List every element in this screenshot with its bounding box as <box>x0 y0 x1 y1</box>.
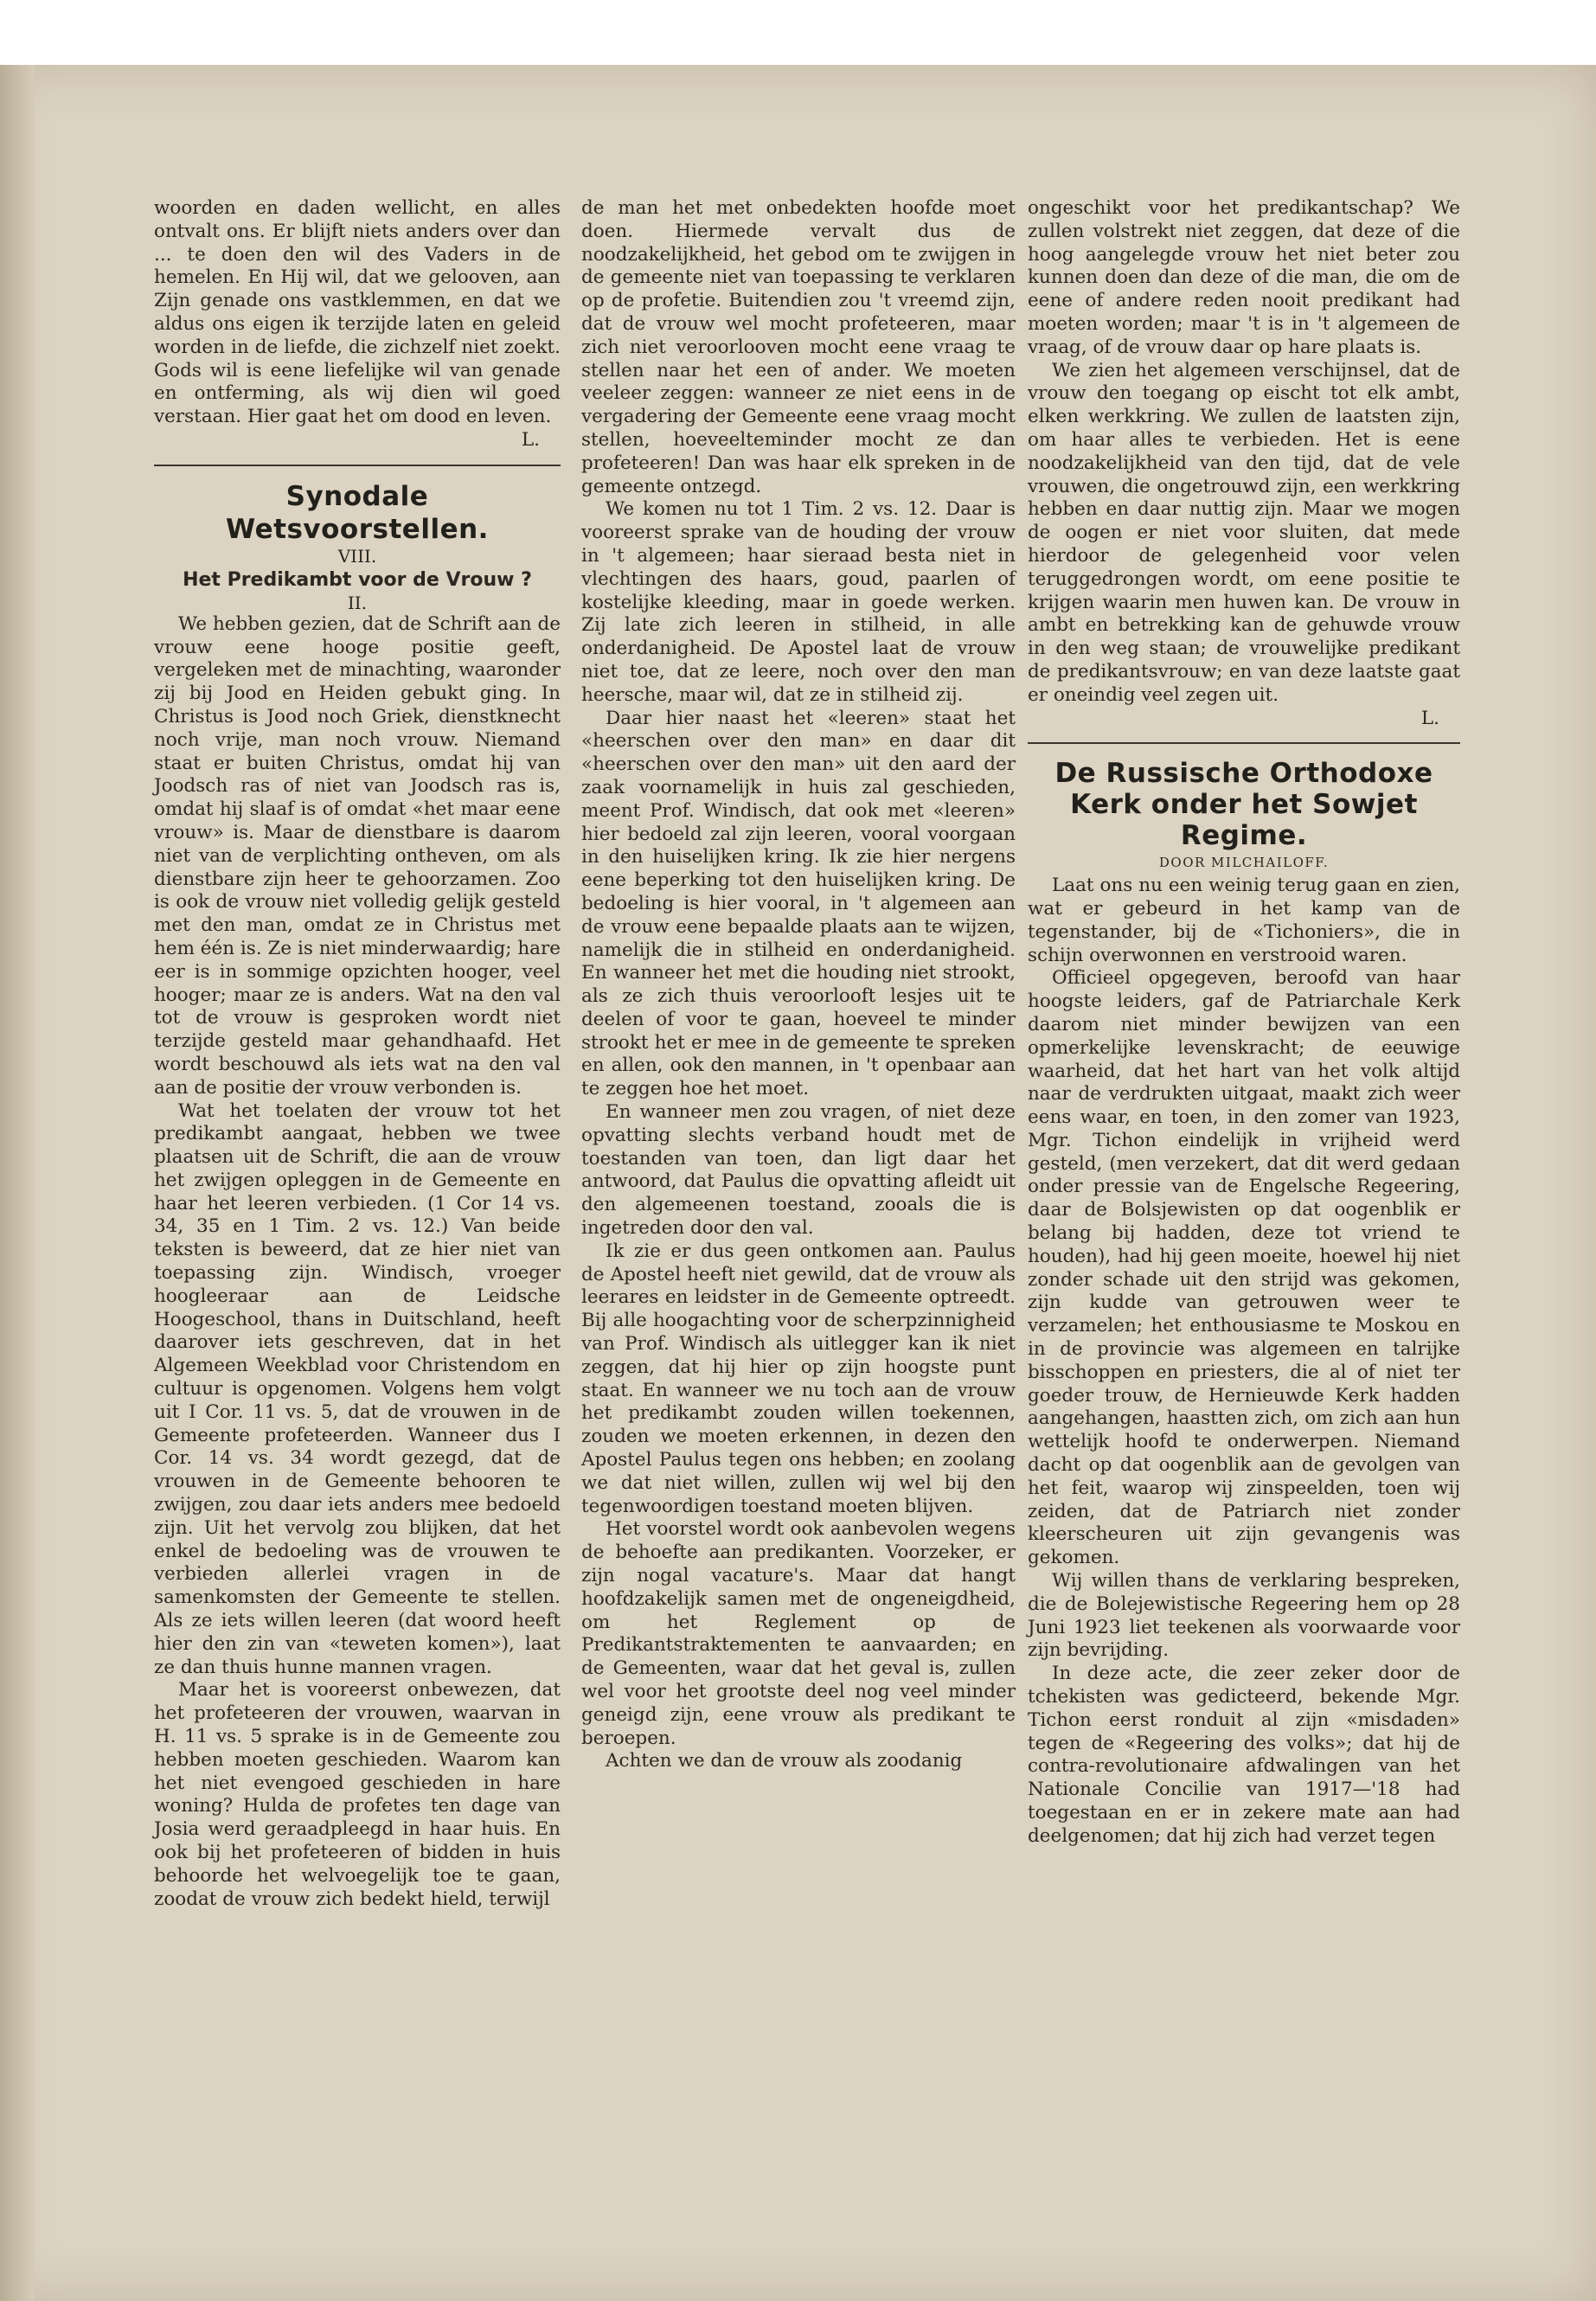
col2-paragraph-7: Achten we dan de vrouw als zoodanig <box>606 1750 963 1772</box>
scan-border <box>0 0 1596 65</box>
col1-paragraph-2: We hebben gezien, dat de Schrift aan de vrouw eene hooge positie geeft, vergeleken met de minachting, waaronder zij bij Jood en Heiden gebukt ging. In Christus is Jood noch Griek, dienstknecht noch vrije, man noch vrouw. Niemand staat er buiten Christus, omdat hij van Joodsch ras of niet van Joodsch ras is, omdat hij slaaf is of omdat «het maar eene vrouw» is. Maar de dienstbare is daarom niet van de verplichting ontheven, om als dienstbare zijn heer te gehoorzamen. Zoo is ook de vrouw niet volledig gelijk gesteld met den man, omdat ze in Christus met hem één is. Ze is niet minderwaardig; hare eer is in sommige opzichten hooger, veel hooger; maar ze is anders. Wat na den val tot de vrouw is gesproken wordt niet terzijde gesteld maar gehandhaafd. Het wordt beschouwd als iets wat na den val aan de positie der vrouw verbonden is. <box>154 612 561 1099</box>
section-divider <box>154 465 561 466</box>
col3-paragraph-5: Wij willen thans de verklaring bespreken, die de Bolejewistische Regeering hem op 28 Juni 1923 liet teekenen als voorwaarde voor zijn bevrijding. <box>1028 1570 1460 1662</box>
col1-paragraph-4: Maar het is vooreerst onbewezen, dat het profeteeren der vrouwen, waarvan in H. 11 vs. 5 sprake is in de Gemeente zou hebben moeten geschieden. Waarom kan het niet evengoed geschieden in hare woning? Hulda de profetes ten dage van Josia werd geraadpleegd in haar huis. En ook bij het profeteeren of bidden in huis behoorde het welvoegelijk toe te gaan, zoodat de vrouw zich bedekt hield, terwijl <box>154 1679 561 1910</box>
col2-paragraph-6: Het voorstel wordt ook aanbevolen wegens de behoefte aan predikanten. Voorzeker, er zijn nogal vacature's. Maar dat hangt hoofdzakelijk samen met de ongeneigdheid, om het Reglement op de Predikantstraktementen te aanvaarden; en de Gemeenten, waar dat het geval is, zullen wel voor het grootste deel nog veel minder geneigd zijn, eene vrouw als predikant te beroepen. <box>581 1518 1016 1749</box>
section-number: VIII. <box>337 545 377 567</box>
article-subtitle: Het Predikambt voor de Vrouw ? <box>183 568 532 591</box>
column-1 <box>154 197 561 1911</box>
binding-edge <box>0 65 35 2301</box>
col2-paragraph-2: We komen nu tot 1 Tim. 2 vs. 12. Daar is vooreerst sprake van de houding der vrouw in 't algemeen; haar sieraad besta niet in vlechtingen des haars, goud, paarlen of kostelijke kleeding, maar in goede werken. Zij late zich leeren in stilheid, in alle onderdanigheid. De Apostel laat de vrouw niet toe, dat ze leere, noch over den man heersche, maar wil, dat ze in stilheid zij. <box>581 498 1016 706</box>
section-title-synodale: Synodale Wetsvoorstellen. <box>226 480 489 545</box>
col2-paragraph-4: En wanneer men zou vragen, of niet deze opvatting slechts verband houdt met de toestanden van toen, dan ligt daar het antwoord, dat Paulus die opvatting afleidt uit den algemeenen toestand, zooals die is ingetreden door den val. <box>581 1101 1016 1240</box>
col2-paragraph-3: Daar hier naast het «leeren» staat het «heerschen over den man» en daar dit «heerschen over den man» uit den aard der zaak voornamelijk in huis zal geschieden, meent Prof. Windisch, dat ook met «leeren» hier bedoeld zal zijn leeren, vooral voorgaan in den huiselijken kring. Ik zie hier nergens eene beperking tot den huiselijken kring. De bedoeling is hier vooral, in 't algemeen aan de vrouw eene bepaalde plaats aan te wijzen, namelijk die in stilheid en onderdanigheid. En wanneer het met die houding niet strookt, als ze zich thuis veroorlooft lesjes uit te deelen of voor te gaan, hoeveel te minder strookt het er mee in de gemeente te spreken en allen, ook den mannen, in 't openbaar aan te zeggen hoe het moet. <box>581 707 1016 1100</box>
col3-paragraph-3: Laat ons nu een weinig terug gaan en zien, wat er gebeurd in het kamp van de tegenstander, bij de «Tichoniers», die in schijn overwonnen en verstrooid waren. <box>1028 875 1460 966</box>
col1-paragraph-1: woorden en daden wellicht, en alles ontvalt ons. Er blijft niets anders over dan ... te doen den wil des Vaders in de hemelen. En Hij wil, dat we gelooven, aan Zijn genade ons vastklemmen, en dat we aldus ons eigen ik terzijde laten en geleid worden in de liefde, die zichzelf niet zoekt. Gods wil is eene liefelijke wil van genade en ontferming, als wij dien wil goed verstaan. Hier gaat het om dood en leven. <box>154 197 561 428</box>
part-number: II. <box>347 592 368 613</box>
col1-signature: L. <box>521 428 540 451</box>
section-title-russische-kerk: De Russische Orthodoxe Kerk onder het Sowjet Regime. <box>1054 758 1433 852</box>
col2-paragraph-5: Ik zie er dus geen ontkomen aan. Paulus de Apostel heeft niet gewild, dat de vrouw als leerares en leidster in de Gemeente optreedt. Bij alle hoogachting voor de scherpzinnigheid van Prof. Windisch als uitlegger kan ik niet zeggen, dat hij hier op zijn hoogste punt staat. En wanneer we nu toch aan de vrouw het predikambt zouden willen toekennen, zouden we moeten erkennen, in dezen den Apostel Paulus tegen ons hebben; en zoolang we dat niet willen, zullen wij wel bij den tegenwoordigen toestand moeten blijven. <box>581 1240 1016 1517</box>
col3-paragraph-2: We zien het algemeen verschijnsel, dat de vrouw den toegang op eischt tot elk ambt, elken werkkring. We zullen de laatsten zijn, om haar alles te verbieden. Het is eene noodzakelijkheid van den tijd, dat de vele vrouwen, die ongetrouwd zijn, een werkkring hebben en daar nuttig zijn. Maar we mogen de oogen er niet voor sluiten, dat mede hierdoor de gelegenheid voor velen teruggedrongen wordt, om eene positie te krijgen waarin men huwen kan. De vrouw in ambt en betrekking kan de gehuwde vrouw in den weg staan; de vrouwelijke predikant de predikantsvrouw; en van deze laatste gaat er oneindig veel zegen uit. <box>1028 359 1460 706</box>
section-divider-2 <box>1028 742 1460 744</box>
col3-paragraph-6: In deze acte, die zeer zeker door de tchekisten was gedicteerd, bekende Mgr. Tichon eerst ronduit al zijn «misdaden» tegen de «Regeering des volks»; dat hij de contra-revolutionaire afdwalingen van het Nationale Concilie van 1917—'18 had toegestaan en er in zekere mate aan had deelgenomen; dat hij zich had verzet tegen <box>1028 1663 1460 1847</box>
col3-signature: L. <box>1420 707 1439 729</box>
column-2 <box>581 197 1016 1773</box>
col3-paragraph-1: ongeschikt voor het predikantschap? We zullen volstrekt niet zeggen, dat deze of die hoog aangelegde vrouw het niet beter zou kunnen doen dan deze of die man, die om de eene of andere reden nooit predikant had moeten worden; maar 't is in 't algemeen de vraag, of de vrouw daar op hare plaats is. <box>1028 197 1460 358</box>
col2-paragraph-1: de man het met onbedekten hoofde moet doen. Hiermede vervalt dus de noodzakelijkheid, het gebod om te zwijgen in de gemeente niet van toepassing te verklaren op de profetie. Buitendien zou 't vreemd zijn, dat de vrouw wel mocht profeteeren, maar zich niet veroorlooven mocht eene vraag te stellen naar het een of ander. We moeten veeleer zeggen: wanneer ze niet eens in de vergadering der Gemeente eene vraag mocht stellen, hoeveelteminder mocht ze dan profeteeren! Dan was haar elk spreken in de gemeente ontzegd. <box>581 197 1016 497</box>
byline: DOOR MILCHAILOFF. <box>1158 855 1330 871</box>
column-3 <box>1028 197 1460 1849</box>
col1-paragraph-3: Wat het toelaten der vrouw tot het predikambt aangaat, hebben we twee plaatsen uit de Schrift, die aan de vrouw het zwijgen opleggen in de Gemeente en haar het leeren verbieden. (1 Cor 14 vs. 34, 35 en 1 Tim. 2 vs. 12.) Van beide teksten is beweerd, dat ze hier niet van toepassing zijn. Windisch, vroeger hoogleeraar aan de Leidsche Hoogeschool, thans in Duitschland, heeft daarover iets geschreven, dat in het Algemeen Weekblad voor Christendom en cultuur is opgenomen. Volgens hem volgt uit I Cor. 11 vs. 5, dat de vrouwen in de Gemeente profeteerden. Wanneer dus I Cor. 14 vs. 34 wordt gezegd, dat de vrouwen in de Gemeente behooren te zwijgen, zou daar iets anders mee bedoeld zijn. Uit het vervolg zou blijken, dat het enkel de bedoeling was de vrouwen te verbieden allerlei vragen in de samenkomsten der Gemeente te stellen. Als ze iets willen leeren (dat woord heeft hier den zin van «teweten komen»), laat ze dan thuis hunne mannen vragen. <box>154 1099 561 1678</box>
col3-paragraph-4: Officieel opgegeven, beroofd van haar hoogste leiders, gaf de Patriarchale Kerk daarom niet minder bewijzen van een opmerkelijke levenskracht; de eeuwige waarheid, dat het hart van het volk altijd naar de verdrukten uitgaat, maakt zich weer eens waar, en toen, in den zomer van 1923, Mgr. Tichon eindelijk in vrijheid werd gesteld, (men verzekert, dat dit werd gedaan onder pressie van de Engelsche Regeering, daar de Bolsjewisten op dat oogenblik er belang bij hadden, deze tot vriend te houden), had hij geen moeite, hoewel hij niet zonder schade uit den strijd was gekomen, zijn kudde van getrouwen weer te verzamelen; het enthousiasme te Moskou en in de provincie was algemeen en talrijke bisschoppen en priesters, die al of niet ter goeder trouw, de Hernieuwde Kerk hadden aangehangen, haastten zich, om zich aan hun wettelijk hoofd te onderwerpen. Niemand dacht op dat oogenblik aan de gevolgen van het feit, waarop wij zinspeelden, toen wij zeiden, dat de Patriarch niet zonder kleerscheuren uit zijn gevangenis was gekomen. <box>1028 967 1460 1569</box>
